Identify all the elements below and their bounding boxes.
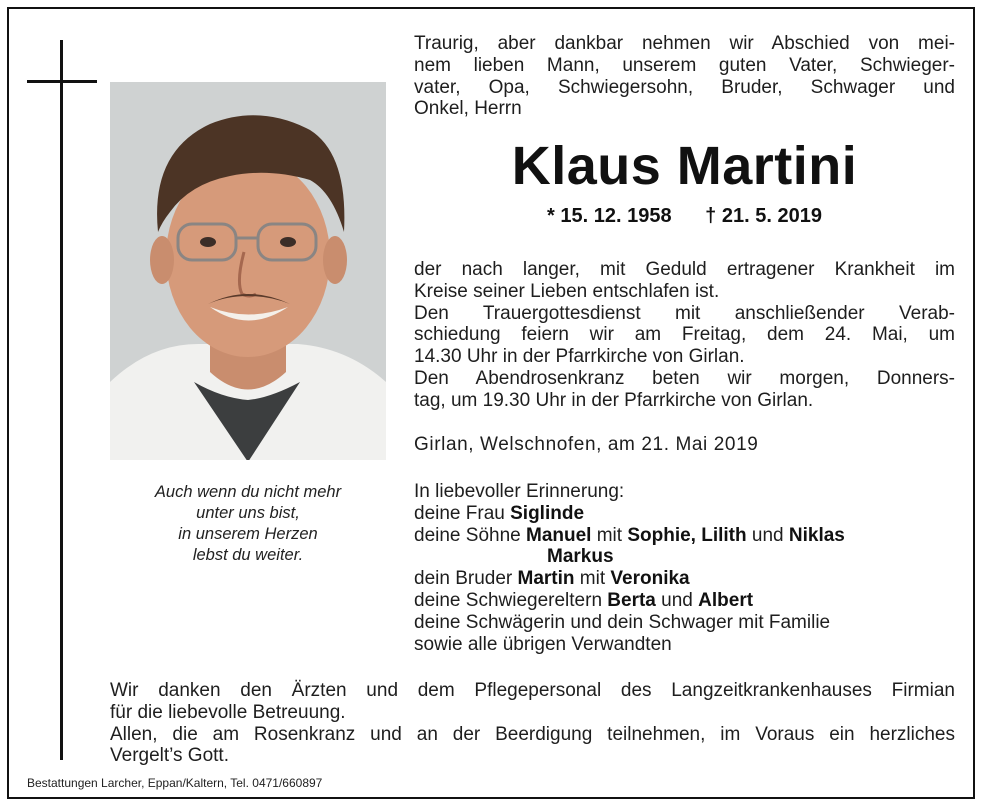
body-line: Den Trauergottesdienst mit anschließender Verab- [414, 302, 955, 324]
epitaph-line: unter uns bist, [196, 504, 300, 522]
birth-date: * 15. 12. 1958 [547, 205, 672, 227]
announcement-text [414, 259, 955, 412]
epitaph-line: in unserem Herzen [178, 525, 318, 543]
thanks-line: für die liebevolle Betreuung. [110, 701, 346, 723]
body-line: tag, um 19.30 Uhr in der Pfarrkirche von Girlan. [414, 389, 814, 411]
portrait-photo [110, 82, 386, 460]
mourner-connector: und [655, 589, 699, 611]
epitaph-line: lebst du weiter. [192, 546, 304, 564]
death-date: † 21. 5. 2019 [705, 205, 822, 227]
thanks-line: Vergelt’s Gott. [110, 745, 229, 767]
funeral-home-footer: Bestattungen Larcher, Eppan/Kaltern, Tel. 0471/660897 [27, 776, 323, 790]
thanks-text [110, 680, 955, 767]
mourner-name: Markus [547, 546, 614, 568]
mourner-relation: deine Schwiegereltern [414, 589, 608, 611]
life-dates [414, 205, 955, 228]
mourner-name: Niklas [788, 524, 845, 546]
intro-text [414, 33, 955, 120]
mourner-siblings-in-law: deine Schwägerin und dein Schwager mit Familie [414, 611, 831, 633]
cross-vertical-bar [60, 40, 63, 760]
intro-line: Onkel, Herrn [414, 98, 522, 120]
epitaph [110, 482, 386, 566]
mourner-brother [414, 568, 955, 590]
mourner-name: Manuel [526, 524, 592, 546]
intro-line: Traurig, aber dankbar nehmen wir Abschied von mei- [414, 33, 955, 54]
mourner-sons [414, 525, 955, 547]
body-line: der nach langer, mit Geduld ertragener Krankheit im [414, 259, 955, 280]
mourners-heading: In liebevoller Erinnerung: [414, 481, 625, 502]
epitaph-line: Auch wenn du nicht mehr [154, 483, 342, 501]
mourners-list [414, 481, 955, 655]
mourner-name: Berta [607, 589, 656, 611]
mourner-relatives: sowie alle übrigen Verwandten [414, 633, 672, 655]
place-and-date: Girlan, Welschnofen, am 21. Mai 2019 [414, 434, 759, 455]
thanks-line: Wir danken den Ärzten und dem Pflegepersonal des Langzeitkrankenhauses Firmian [110, 680, 955, 701]
mourner-connector: mit [574, 568, 611, 590]
mourner-relation: deine Söhne [414, 524, 526, 546]
mourner-name: Veronika [610, 568, 690, 590]
mourner-name: Martin [517, 568, 575, 590]
body-line: schiedung feiern wir am Freitag, dem 24. Mai, um [414, 324, 955, 346]
mourner-inlaws [414, 590, 955, 612]
body-line: Kreise seiner Lieben entschlafen ist. [414, 280, 720, 302]
mourner-relation: deine Frau [414, 502, 511, 524]
body-line: 14.30 Uhr in der Pfarrkirche von Girlan. [414, 346, 745, 368]
mourner-name: Sophie, Lilith [627, 524, 747, 546]
deceased-name: Klaus Martini [511, 136, 858, 196]
intro-line: vater, Opa, Schwiegersohn, Bruder, Schwager und [414, 76, 955, 98]
body-line: Den Abendrosenkranz beten wir morgen, Donners- [414, 367, 955, 389]
mourner-connector: und [746, 524, 789, 546]
thanks-line: Allen, die am Rosenkranz und an der Beerdigung teilnehmen, im Voraus ein herzliches [110, 723, 955, 745]
intro-line: nem lieben Mann, unserem guten Vater, Schwieger- [414, 54, 955, 76]
mourner-name: Albert [698, 589, 754, 611]
mourner-connector: mit [591, 524, 628, 546]
mourner-name: Siglinde [510, 502, 585, 524]
cross-horizontal-bar [27, 80, 97, 83]
mourner-son2 [414, 546, 955, 568]
mourner-wife [414, 503, 955, 525]
mourner-relation: dein Bruder [414, 568, 518, 590]
